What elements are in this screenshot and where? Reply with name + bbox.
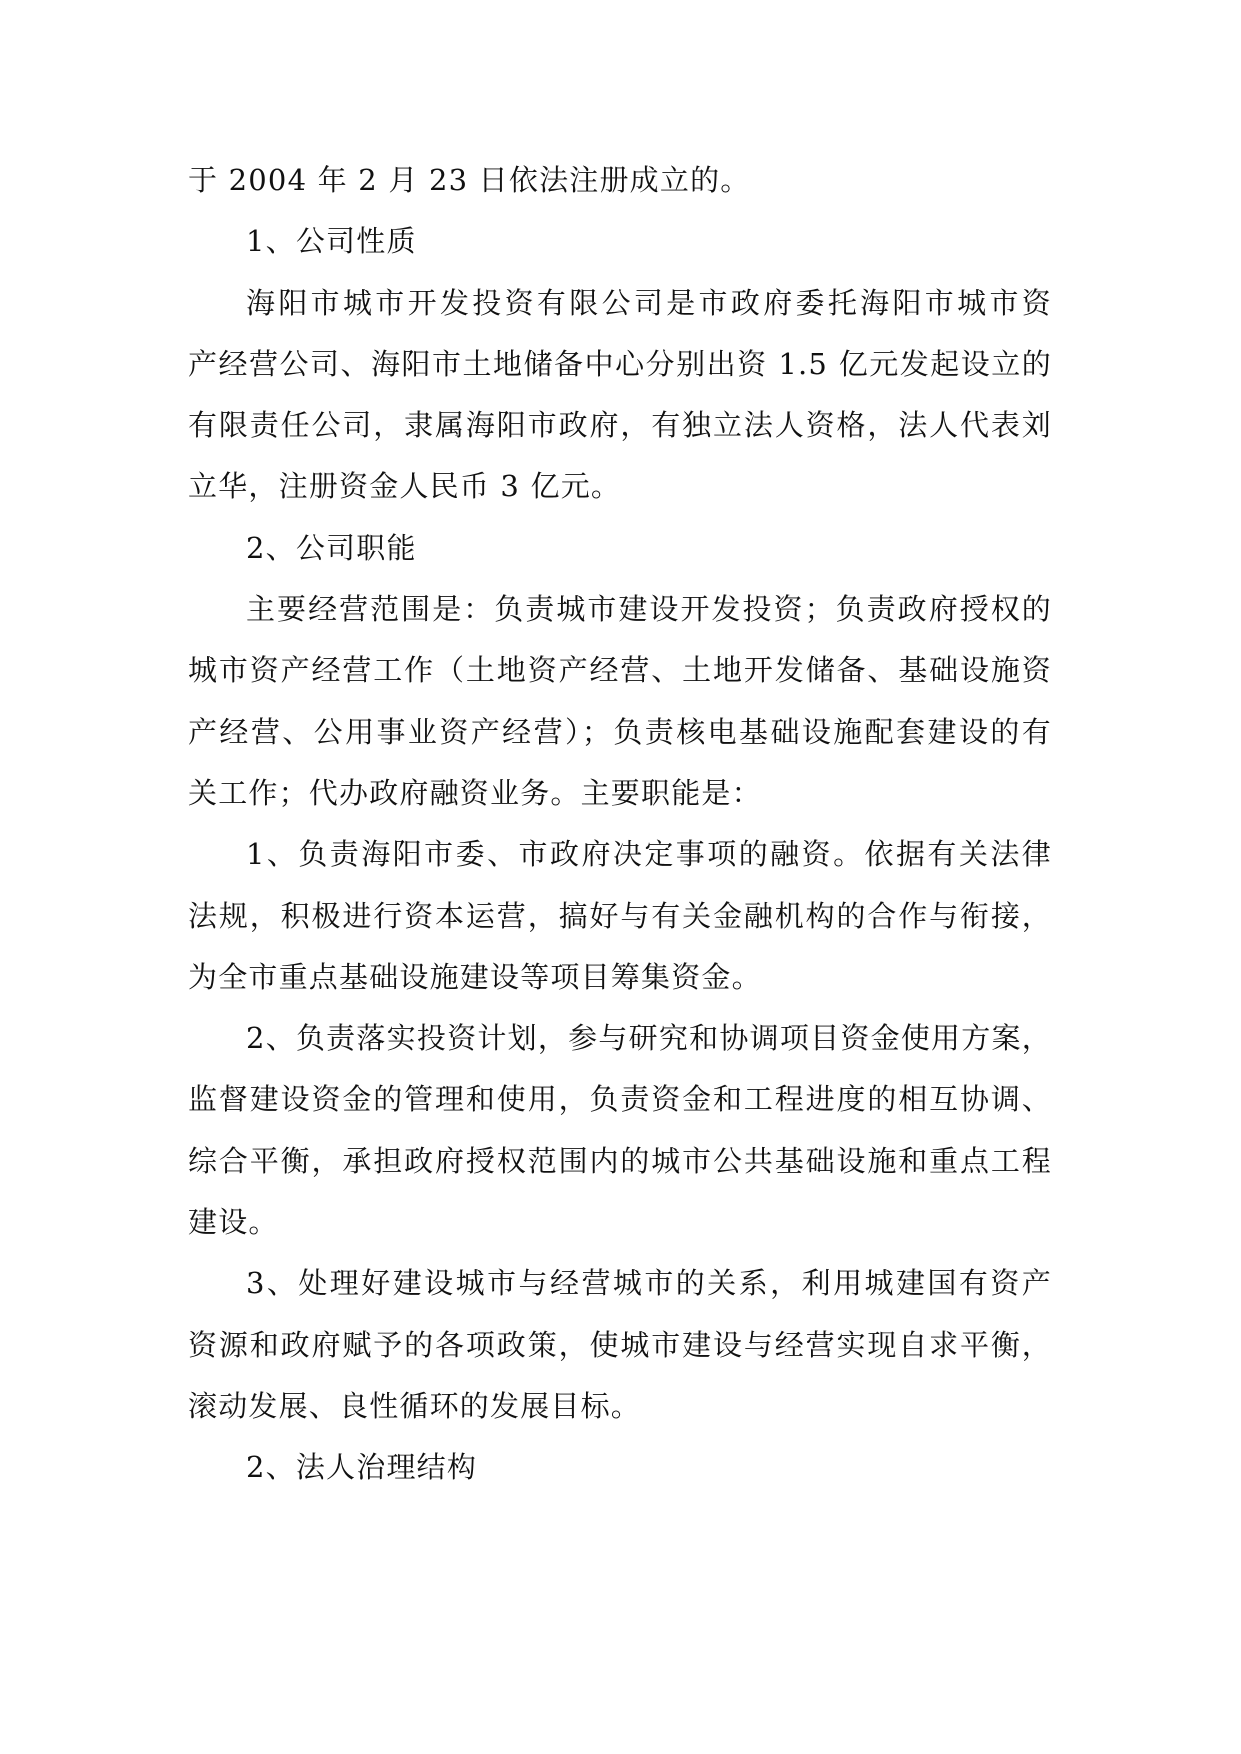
text-line: 海阳市城市开发投资有限公司是市政府委托海阳市城市资 bbox=[246, 285, 1052, 320]
text-line: 滚动发展、良性循环的发展目标。 bbox=[188, 1388, 642, 1423]
list-item-3: 3、处理好建设城市与经营城市的关系，利用城建国有资产 bbox=[246, 1266, 1052, 1301]
list-item-1: 1、负责海阳市委、市政府决定事项的融资。依据有关法律 bbox=[246, 837, 1052, 872]
text-line: 有限责任公司，隶属海阳市政府，有独立法人资格，法人代表刘 bbox=[188, 408, 1052, 443]
text-line: 立华，注册资金人民币 3 亿元。 bbox=[188, 469, 622, 504]
text-line: 城市资产经营工作（土地资产经营、土地开发储备、基础设施资 bbox=[188, 653, 1052, 688]
text-line: 监督建设资金的管理和使用，负责资金和工程进度的相互协调、 bbox=[188, 1082, 1052, 1117]
text-line: 于 2004 年 2 月 23 日依法注册成立的。 bbox=[188, 163, 751, 197]
text-line: 主要经营范围是：负责城市建设开发投资；负责政府授权的 bbox=[246, 592, 1052, 627]
section-heading-company-functions: 2、公司职能 bbox=[246, 530, 417, 565]
text-line: 资源和政府赋予的各项政策，使城市建设与经营实现自求平衡， bbox=[188, 1327, 1052, 1362]
section-heading-governance-structure: 2、法人治理结构 bbox=[246, 1450, 478, 1485]
text-line: 产经营、公用事业资产经营）；负责核电基础设施配套建设的有 bbox=[188, 714, 1052, 749]
document-body bbox=[188, 150, 1052, 1499]
section-heading-company-nature: 1、公司性质 bbox=[246, 224, 417, 259]
text-line: 法规，积极进行资本运营，搞好与有关金融机构的合作与衔接， bbox=[188, 898, 1052, 933]
text-line: 建设。 bbox=[188, 1205, 279, 1240]
text-line: 为全市重点基础设施建设等项目筹集资金。 bbox=[188, 959, 762, 994]
text-line: 综合平衡，承担政府授权范围内的城市公共基础设施和重点工程 bbox=[188, 1143, 1052, 1178]
text-line: 关工作；代办政府融资业务。主要职能是： bbox=[188, 775, 762, 810]
text-line: 产经营公司、海阳市土地储备中心分别出资 1.5 亿元发起设立的 bbox=[188, 346, 1052, 381]
list-item-2: 2、负责落实投资计划，参与研究和协调项目资金使用方案， bbox=[246, 1021, 1052, 1056]
